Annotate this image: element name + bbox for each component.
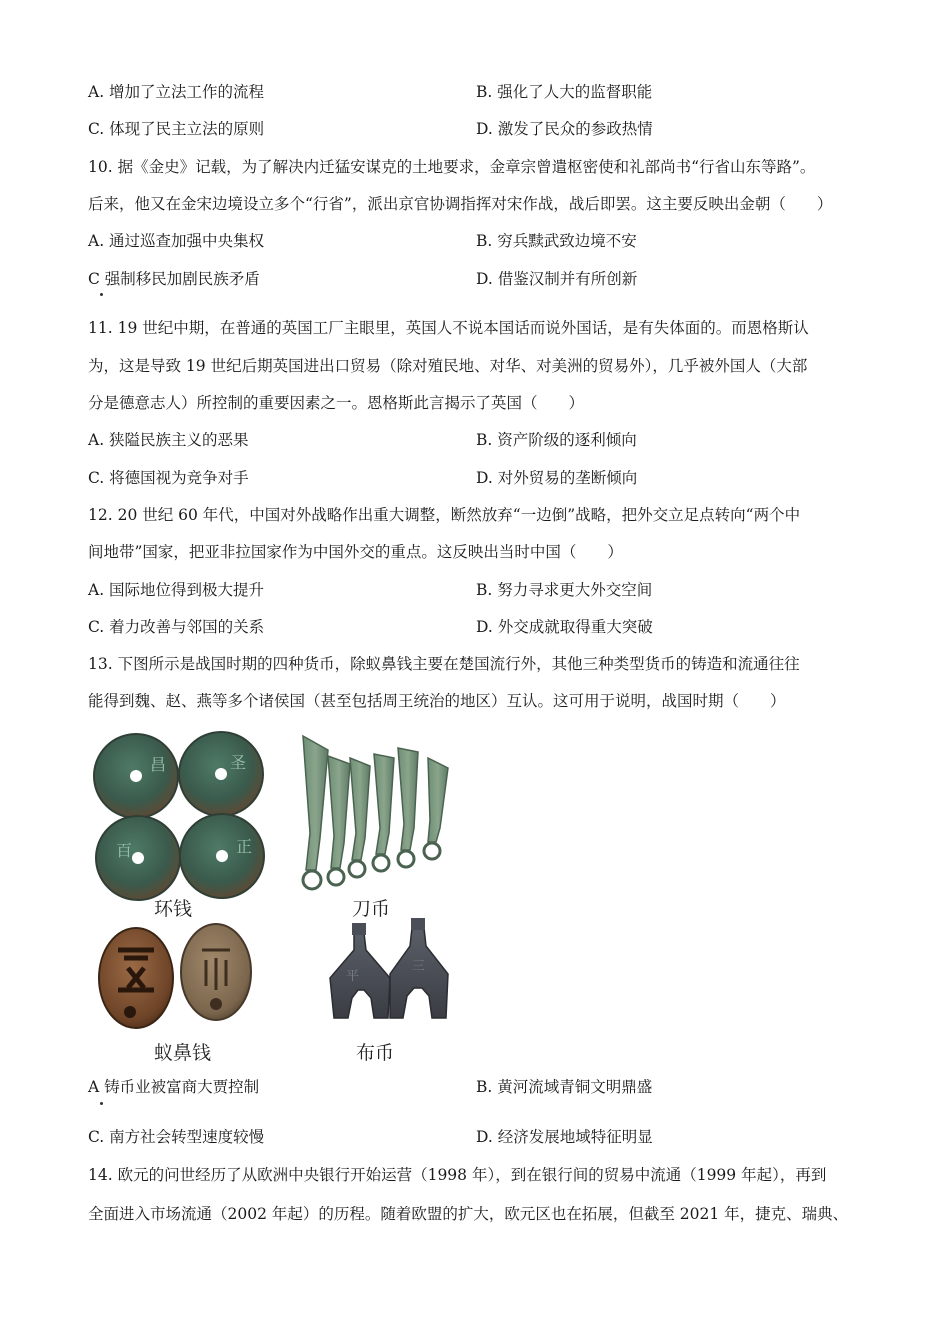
q11-stem-line-2: 为，这是导致 19 世纪后期英国进出口贸易（除对殖民地、对华、对美洲的贸易外），几乎被外国人（大部 (88, 357, 808, 375)
svg-text:百: 百 (116, 841, 133, 860)
q12-option-d: D. 外交成就取得重大突破 (476, 618, 653, 636)
q9-option-a: A. 增加了立法工作的流程 (88, 83, 265, 101)
q11-stem-line-3: 分是德意志人）所控制的重要因素之一。恩格斯此言揭示了英国（ ） (88, 394, 585, 412)
spade-coins (330, 918, 448, 1018)
q14-stem-line-1: 14. 欧元的问世经历了从欧洲中央银行开始运营（1998 年），到在银行间的贸易中流通（1999 年起），再到 (88, 1166, 827, 1184)
q11-option-c: C. 将德国视为竞争对手 (88, 469, 249, 487)
dot-mark (100, 293, 103, 296)
svg-text:圣: 圣 (230, 753, 247, 772)
q11-option-a: A. 狭隘民族主义的恶果 (88, 431, 249, 449)
q10-stem-line-2: 后来，他又在金宋边境设立多个“行省”，派出京官协调指挥对宋作战，战后即罢。这主要反映出金朝（ ） (88, 195, 833, 213)
svg-text:平: 平 (346, 969, 360, 984)
q10-option-a: A. 通过巡查加强中央集权 (88, 232, 265, 250)
q12-option-b: B. 努力寻求更大外交空间 (476, 581, 653, 599)
q14-stem-line-2: 全面进入市场流通（2002 年起）的历程。随着欧盟的扩大，欧元区也在拓展，但截至 2021 年，捷克、瑞典、 (88, 1205, 849, 1223)
q9-option-b: B. 强化了人大的监督职能 (476, 83, 653, 101)
q11-option-d: D. 对外贸易的垄断倾向 (476, 469, 638, 487)
q13-option-a: A 铸币业被富商大贾控制 (88, 1078, 260, 1096)
caption-knife-coins: 刀币 (352, 898, 391, 920)
q13-option-b: B. 黄河流域青铜文明鼎盛 (476, 1078, 653, 1096)
svg-text:昌: 昌 (150, 755, 167, 774)
q13-stem-line-2: 能得到魏、赵、燕等多个诸侯国（甚至包括周王统治的地区）互认。这可用于说明，战国时期（ ） (88, 692, 786, 710)
q10-stem-line-1: 10. 据《金史》记载，为了解决内迁猛安谋克的土地要求，金章宗曾遣枢密使和礼部尚书“行省山东等路”。 (88, 158, 816, 176)
caption-ring-coins: 环钱 (154, 898, 193, 920)
coins-illustration (88, 728, 460, 1068)
q12-stem-line-1: 12. 20 世纪 60 年代，中国对外战略作出重大调整，断然放弃“一边倒”战略，把外交立足点转向“两个中 (88, 506, 801, 524)
caption-spade-coins: 布币 (356, 1042, 395, 1064)
svg-text:正: 正 (236, 837, 253, 856)
caption-ant-nose-coins: 蚁鼻钱 (154, 1042, 212, 1064)
q11-option-b: B. 资产阶级的逐利倾向 (476, 431, 637, 449)
q9-option-c: C. 体现了民主立法的原则 (88, 120, 265, 138)
q12-option-a: A. 国际地位得到极大提升 (88, 581, 265, 599)
dot-mark (100, 1102, 103, 1105)
q13-option-c: C. 南方社会转型速度较慢 (88, 1128, 265, 1146)
q10-option-c: C 强制移民加剧民族矛盾 (88, 270, 260, 288)
ant-nose-coins (99, 924, 251, 1028)
q9-option-d: D. 激发了民众的参政热情 (476, 120, 653, 138)
svg-text:三: 三 (412, 959, 426, 974)
ring-coins (94, 732, 264, 900)
knife-coins (303, 736, 448, 889)
q11-stem-line-1: 11. 19 世纪中期，在普通的英国工厂主眼里，英国人不说本国话而说外国话，是有失体面的。而恩格斯认 (88, 319, 809, 337)
q13-option-d: D. 经济发展地域特征明显 (476, 1128, 653, 1146)
q10-option-b: B. 穷兵黩武致边境不安 (476, 232, 637, 250)
q12-option-c: C. 着力改善与邻国的关系 (88, 618, 265, 636)
q10-option-d: D. 借鉴汉制并有所创新 (476, 270, 638, 288)
q13-stem-line-1: 13. 下图所示是战国时期的四种货币，除蚁鼻钱主要在楚国流行外，其他三种类型货币的铸造和流通往往 (88, 655, 800, 673)
coins-figure (88, 728, 460, 1068)
q12-stem-line-2: 间地带”国家，把亚非拉国家作为中国外交的重点。这反映出当时中国（ ） (88, 543, 623, 561)
